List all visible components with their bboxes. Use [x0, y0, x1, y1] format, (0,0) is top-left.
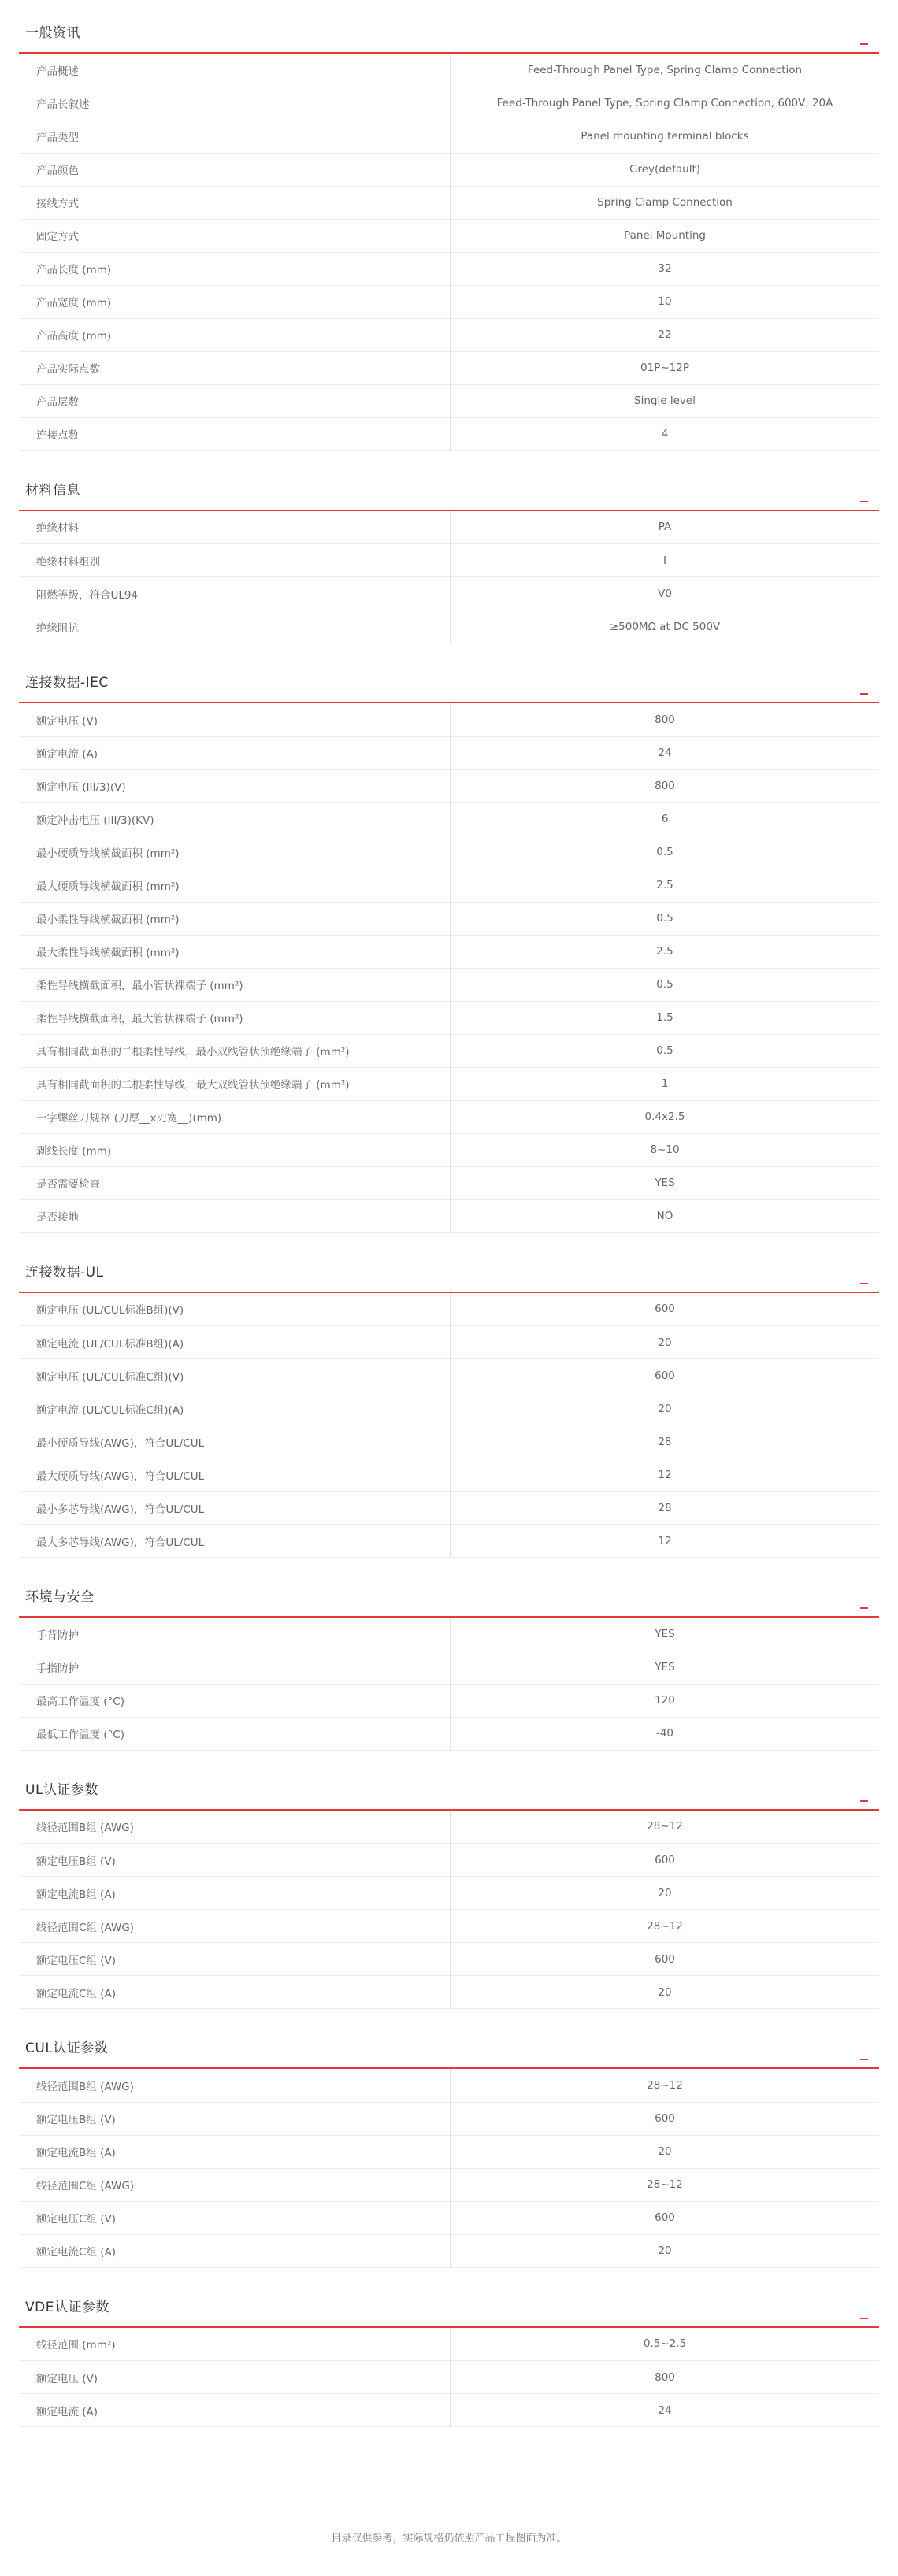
- table-row: [19, 1199, 879, 1232]
- table-row: [19, 1877, 879, 1910]
- spec-label: 具有相同截面积的二根柔性导线，最大双线管状预绝缘端子 (mm²): [19, 1067, 451, 1100]
- table-row: [19, 351, 879, 384]
- spec-label: 额定电压 (V): [19, 703, 451, 736]
- spec-value: I: [663, 554, 666, 567]
- table-row: [19, 2069, 879, 2102]
- spec-label: 是否接地: [19, 1199, 451, 1232]
- table-row: [19, 417, 879, 450]
- table-row: [19, 2102, 879, 2135]
- table-row: [19, 1910, 879, 1943]
- spec-section: [0, 2026, 898, 2268]
- spec-label: 最小柔性导线横截面积 (mm²): [19, 902, 451, 935]
- spec-label: 额定电流C组 (A): [19, 1976, 451, 2009]
- spec-table: [19, 1618, 879, 1751]
- spec-value: 600: [655, 2112, 675, 2125]
- table-row: [19, 968, 879, 1001]
- spec-value: 800: [655, 2370, 675, 2384]
- spec-value: 0.5: [656, 846, 674, 858]
- spec-label: 额定电压 (III/3)(V): [19, 769, 451, 802]
- spec-label: 绝缘材料: [19, 511, 451, 544]
- table-row: [19, 252, 879, 285]
- spec-label: 产品类型: [19, 120, 451, 153]
- collapse-button[interactable]: [855, 32, 873, 47]
- spec-label: 额定电流 (UL/CUL标准C组)(A): [19, 1392, 451, 1425]
- section-title: 材料信息: [25, 482, 80, 499]
- section-title: 连接数据-IEC: [25, 675, 109, 691]
- table-row: [19, 219, 879, 252]
- table-row: [19, 1133, 879, 1166]
- spec-value: YES: [655, 1177, 675, 1189]
- spec-label: 阻燃等级，符合UL94: [19, 577, 451, 610]
- minus-icon: [860, 693, 868, 695]
- spec-label: 线径范围B组 (AWG): [19, 1811, 451, 1844]
- table-row: [19, 1100, 879, 1133]
- spec-value: 600: [655, 1303, 675, 1316]
- minus-icon: [860, 2318, 868, 2319]
- spec-value: 800: [655, 713, 675, 726]
- spec-label: 是否需要检查: [19, 1166, 451, 1199]
- spec-value: 28~12: [647, 2178, 683, 2191]
- section-title: UL认证参数: [25, 1781, 98, 1798]
- section-header: [19, 1768, 879, 1811]
- table-row: [19, 836, 879, 869]
- spec-value: 24: [658, 2404, 672, 2417]
- table-row: [19, 511, 879, 544]
- table-row: [19, 1293, 879, 1326]
- section-header: [19, 1251, 879, 1293]
- spec-label: 柔性导线横截面积，最小管状裸端子 (mm²): [19, 968, 451, 1001]
- spec-label: 额定电压 (V): [19, 2361, 451, 2394]
- spec-label: 产品长度 (mm): [19, 252, 451, 285]
- spec-value: 600: [655, 2211, 675, 2224]
- spec-label: 线径范围B组 (AWG): [19, 2069, 451, 2102]
- spec-value: 20: [658, 1886, 672, 1900]
- minus-icon: [860, 501, 868, 502]
- spec-value: 600: [655, 1853, 675, 1866]
- table-row: [19, 1943, 879, 1976]
- spec-value: 32: [658, 262, 672, 275]
- spec-section: [0, 1251, 898, 1559]
- spec-label: 接线方式: [19, 186, 451, 219]
- spec-label: 线径范围 (mm²): [19, 2328, 451, 2361]
- table-row: [19, 703, 879, 736]
- spec-value: 1: [661, 1077, 669, 1090]
- table-row: [19, 1458, 879, 1492]
- spec-value: Feed-Through Panel Type, Spring Clamp Connection, 600V, 20A: [496, 97, 833, 109]
- section-header: [19, 2285, 879, 2328]
- minus-icon: [860, 2059, 868, 2060]
- spec-value: Feed-Through Panel Type, Spring Clamp Connection: [527, 63, 803, 76]
- table-row: [19, 1618, 879, 1651]
- section-title: 环境与安全: [25, 1589, 95, 1605]
- spec-label: 产品长叙述: [19, 87, 451, 120]
- spec-label: 产品宽度 (mm): [19, 285, 451, 318]
- spec-value: 12: [658, 1534, 672, 1547]
- spec-value: 28~12: [647, 2078, 683, 2092]
- table-row: [19, 54, 879, 87]
- spec-value: 0.5~2.5: [643, 2337, 687, 2351]
- spec-label: 额定电流 (UL/CUL标准B组)(A): [19, 1326, 451, 1359]
- spec-label: 最小多芯导线(AWG)，符合UL/CUL: [19, 1492, 451, 1525]
- spec-value: V0: [658, 587, 672, 600]
- spec-label: 产品实际点数: [19, 351, 451, 384]
- section-header: [19, 469, 879, 511]
- spec-section: [0, 1575, 898, 1751]
- spec-label: 具有相同截面积的二根柔性导线，最小双线管状预绝缘端子 (mm²): [19, 1034, 451, 1067]
- collapse-button[interactable]: [855, 2306, 873, 2322]
- spec-value: -40: [655, 1727, 674, 1740]
- minus-icon: [860, 43, 868, 45]
- table-row: [19, 153, 879, 186]
- spec-label: 手指防护: [19, 1651, 451, 1684]
- spec-table: [19, 703, 879, 1233]
- table-row: [19, 1844, 879, 1877]
- spec-value: 8~10: [650, 1143, 680, 1156]
- table-row: [19, 544, 879, 577]
- spec-value: 01P~12P: [640, 361, 689, 374]
- spec-value: 20: [658, 1336, 672, 1349]
- minus-icon: [860, 1283, 868, 1284]
- spec-label: 最大硬质导线(AWG)，符合UL/CUL: [19, 1458, 451, 1492]
- spec-label: 额定电流 (A): [19, 2394, 451, 2427]
- spec-section: [0, 661, 898, 1233]
- spec-value: Grey(default): [629, 163, 701, 176]
- spec-value: 20: [658, 2145, 672, 2158]
- table-row: [19, 1425, 879, 1458]
- table-row: [19, 2168, 879, 2201]
- table-row: [19, 577, 879, 610]
- spec-label: 绝缘材料组别: [19, 544, 451, 577]
- spec-value: 6: [661, 813, 669, 825]
- spec-value: 600: [655, 1952, 675, 1966]
- collapse-button[interactable]: [855, 681, 873, 697]
- spec-value: 1.5: [656, 1011, 674, 1024]
- spec-value: 0.4x2.5: [644, 1110, 685, 1123]
- section-title: 一般资讯: [25, 25, 80, 41]
- table-row: [19, 384, 879, 417]
- spec-label: 最大多芯导线(AWG)，符合UL/CUL: [19, 1525, 451, 1558]
- table-row: [19, 769, 879, 802]
- spec-label: 最高工作温度 (°C): [19, 1684, 451, 1717]
- spec-label: 柔性导线横截面积，最大管状裸端子 (mm²): [19, 1001, 451, 1034]
- spec-section: [0, 1768, 898, 2010]
- spec-table: [19, 54, 879, 451]
- minus-icon: [860, 1607, 868, 1609]
- section-title: 连接数据-UL: [25, 1264, 104, 1281]
- table-row: [19, 186, 879, 219]
- spec-label: 一字螺丝刀规格 (刃厚__x刃宽__)(mm): [19, 1100, 451, 1133]
- spec-label: 固定方式: [19, 219, 451, 252]
- collapse-button[interactable]: [855, 1788, 873, 1804]
- collapse-button[interactable]: [855, 2047, 873, 2063]
- spec-label: 手背防护: [19, 1618, 451, 1651]
- collapse-button[interactable]: [855, 1271, 873, 1287]
- table-row: [19, 610, 879, 643]
- spec-value: Spring Clamp Connection: [597, 196, 733, 209]
- spec-label: 最大柔性导线横截面积 (mm²): [19, 935, 451, 968]
- spec-page: [0, 11, 898, 2427]
- spec-label: 最小硬质导线(AWG)，符合UL/CUL: [19, 1425, 451, 1458]
- table-row: [19, 87, 879, 120]
- spec-value: Panel mounting terminal blocks: [581, 130, 749, 143]
- spec-label: 线径范围C组 (AWG): [19, 2168, 451, 2201]
- spec-value: 2.5: [656, 879, 674, 891]
- spec-label: 剥线长度 (mm): [19, 1133, 451, 1166]
- table-row: [19, 1492, 879, 1525]
- table-row: [19, 1684, 879, 1717]
- spec-label: 产品概述: [19, 54, 451, 87]
- spec-section: [0, 2285, 898, 2428]
- spec-value: 120: [655, 1694, 675, 1707]
- spec-label: 额定电流 (A): [19, 736, 451, 769]
- spec-label: 额定电压B组 (V): [19, 2102, 451, 2135]
- spec-section: [0, 11, 898, 451]
- table-row: [19, 902, 879, 935]
- table-row: [19, 1392, 879, 1425]
- spec-table: [19, 1293, 879, 1559]
- spec-value: 20: [658, 2244, 672, 2257]
- spec-label: 额定冲击电压 (III/3)(KV): [19, 802, 451, 836]
- spec-label: 额定电压 (UL/CUL标准B组)(V): [19, 1293, 451, 1326]
- section-header: [19, 2026, 879, 2069]
- spec-value: 0.5: [656, 1044, 674, 1057]
- spec-value: ≥500MΩ at DC 500V: [609, 620, 721, 633]
- section-header: [19, 11, 879, 54]
- spec-label: 产品高度 (mm): [19, 318, 451, 351]
- spec-value: Panel Mounting: [624, 229, 706, 242]
- table-row: [19, 1001, 879, 1034]
- spec-value: 20: [658, 1402, 672, 1415]
- spec-label: 额定电压 (UL/CUL标准C组)(V): [19, 1359, 451, 1392]
- table-row: [19, 2394, 879, 2427]
- spec-value: YES: [655, 1627, 675, 1640]
- spec-table: [19, 511, 879, 644]
- table-row: [19, 1326, 879, 1359]
- table-row: [19, 2135, 879, 2168]
- spec-value: 22: [658, 328, 672, 341]
- table-row: [19, 1067, 879, 1100]
- spec-table: [19, 2069, 879, 2268]
- spec-label: 额定电压C组 (V): [19, 1943, 451, 1976]
- table-row: [19, 1976, 879, 2009]
- spec-table: [19, 1811, 879, 2010]
- table-row: [19, 1034, 879, 1067]
- spec-value: YES: [655, 1661, 675, 1673]
- spec-label: 绝缘阻抗: [19, 610, 451, 643]
- spec-value: 28: [658, 1435, 672, 1448]
- footer-note: 目录仅供参考，实际规格仍依照产品工程图面为准。: [331, 2533, 567, 2544]
- spec-label: 线径范围C组 (AWG): [19, 1910, 451, 1943]
- spec-section: [0, 469, 898, 644]
- table-row: [19, 2361, 879, 2394]
- spec-value: 28: [658, 1501, 672, 1514]
- spec-value: PA: [658, 521, 672, 534]
- table-row: [19, 2201, 879, 2234]
- spec-label: 产品层数: [19, 384, 451, 417]
- table-row: [19, 1166, 879, 1199]
- spec-label: 产品颜色: [19, 153, 451, 186]
- spec-label: 额定电流C组 (A): [19, 2234, 451, 2267]
- spec-value: 10: [658, 295, 672, 308]
- spec-label: 连接点数: [19, 417, 451, 450]
- table-row: [19, 869, 879, 902]
- table-row: [19, 120, 879, 153]
- spec-value: 0.5: [656, 912, 674, 925]
- spec-value: 24: [658, 747, 672, 759]
- spec-value: 28~12: [647, 1820, 683, 1833]
- spec-value: 600: [655, 1369, 675, 1382]
- spec-label: 额定电流B组 (A): [19, 2135, 451, 2168]
- table-row: [19, 1717, 879, 1750]
- table-row: [19, 285, 879, 318]
- spec-label: 最小硬质导线横截面积 (mm²): [19, 836, 451, 869]
- spec-table: [19, 2328, 879, 2428]
- table-row: [19, 1525, 879, 1558]
- table-row: [19, 802, 879, 836]
- table-row: [19, 1811, 879, 1844]
- table-row: [19, 2328, 879, 2361]
- spec-label: 最大硬质导线横截面积 (mm²): [19, 869, 451, 902]
- section-title: CUL认证参数: [25, 2040, 109, 2056]
- section-header: [19, 1575, 879, 1618]
- spec-value: Single level: [634, 395, 696, 407]
- spec-value: 0.5: [656, 978, 674, 991]
- collapse-button[interactable]: [855, 1596, 873, 1611]
- spec-value: 800: [655, 780, 675, 792]
- spec-value: 4: [661, 428, 669, 440]
- table-row: [19, 2234, 879, 2267]
- spec-value: 2.5: [656, 945, 674, 958]
- section-title: VDE认证参数: [25, 2299, 109, 2315]
- spec-label: 额定电流B组 (A): [19, 1877, 451, 1910]
- collapse-button[interactable]: [855, 489, 873, 505]
- spec-label: 额定电压B组 (V): [19, 1844, 451, 1877]
- table-row: [19, 736, 879, 769]
- spec-value: 12: [658, 1468, 672, 1481]
- minus-icon: [860, 1800, 868, 1802]
- spec-value: 28~12: [647, 1919, 683, 1933]
- spec-label: 额定电压C组 (V): [19, 2201, 451, 2234]
- spec-value: 20: [658, 1985, 672, 1999]
- table-row: [19, 318, 879, 351]
- spec-value: NO: [656, 1210, 674, 1222]
- table-row: [19, 1359, 879, 1392]
- table-row: [19, 1651, 879, 1684]
- section-header: [19, 661, 879, 703]
- spec-label: 最低工作温度 (°C): [19, 1717, 451, 1750]
- table-row: [19, 935, 879, 968]
